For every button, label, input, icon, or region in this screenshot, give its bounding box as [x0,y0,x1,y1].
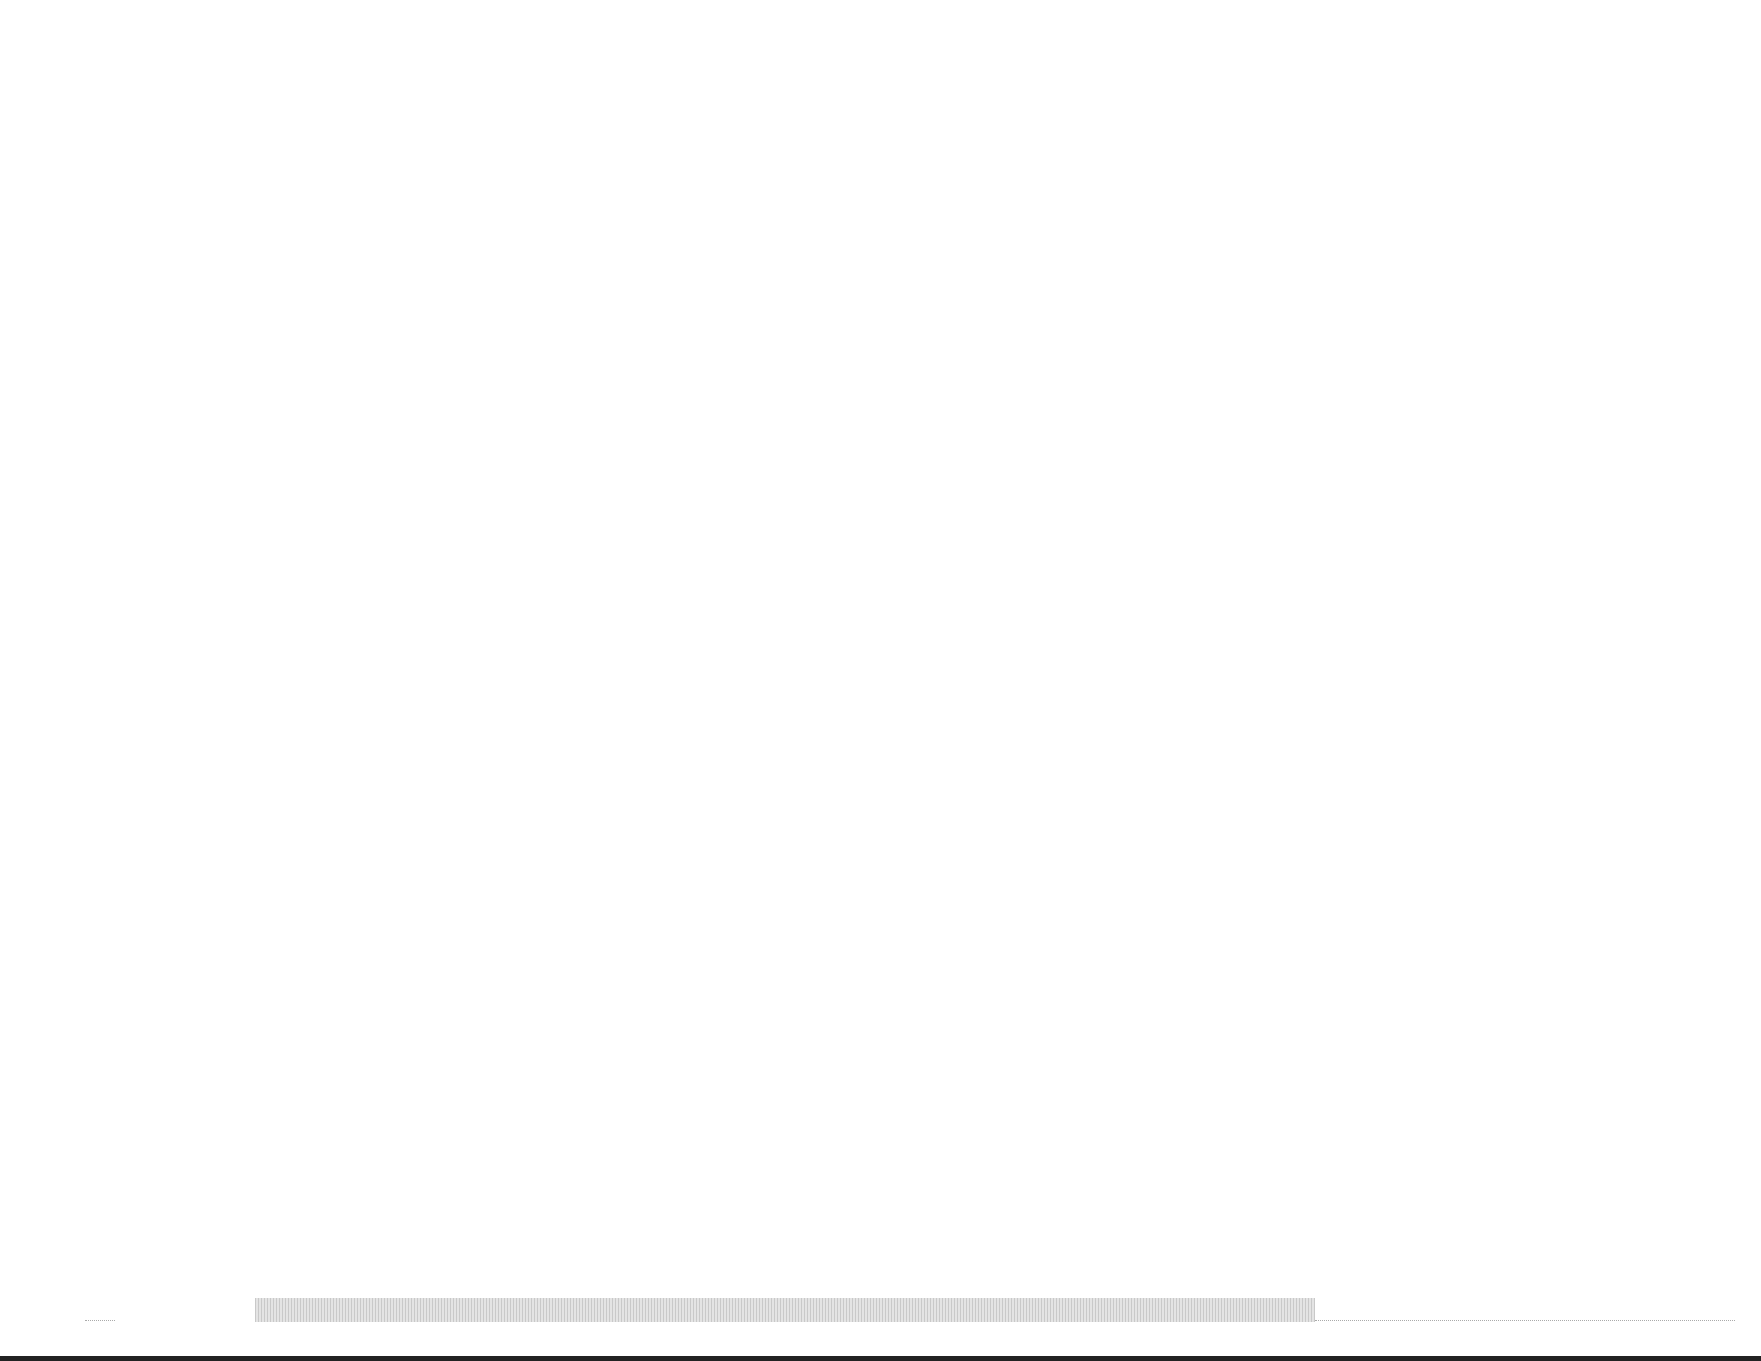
footer-dotted-rule [85,1320,115,1321]
page-footer [85,1292,1655,1326]
footer-dotted-rule [1315,1320,1735,1321]
footer-bar [255,1298,1315,1322]
bottom-rule [0,1356,1761,1361]
